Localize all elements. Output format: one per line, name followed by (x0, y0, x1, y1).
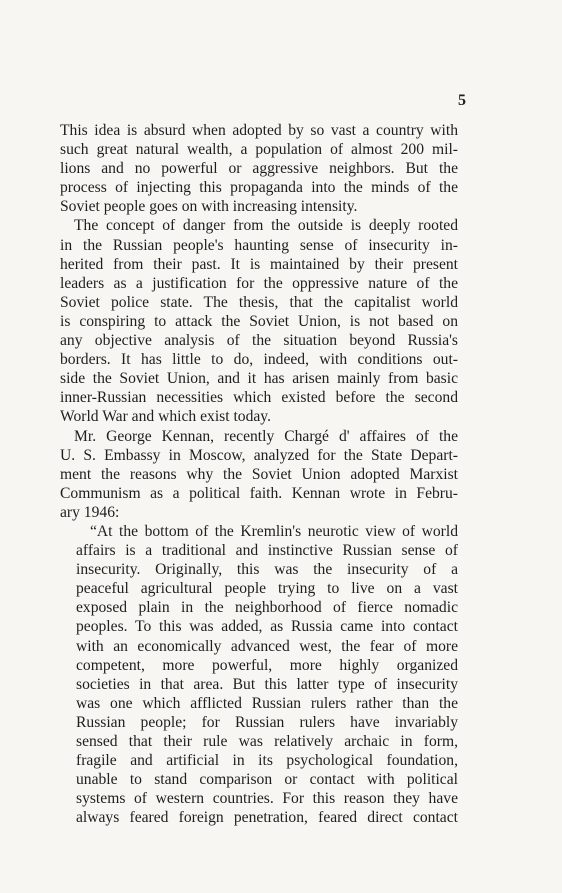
quote-line: peoples. To this was added, as Russia came into contact (76, 618, 458, 636)
page-number: 5 (458, 92, 466, 109)
text-line: in the Russian people's haunting sense of insecurity in- (60, 236, 458, 254)
text-line: borders. It has little to do, indeed, with conditions out- (60, 351, 458, 369)
text-line: Communism as a political faith. Kennan wrote in Febru- (60, 484, 458, 502)
quote-line: unable to stand comparison or contact with political (76, 771, 458, 789)
text-line: World War and which exist today. (60, 408, 271, 426)
text-line: leaders as a justification for the oppressive nature of the (60, 274, 458, 292)
text-line: side the Soviet Union, and it has arisen mainly from basic (60, 370, 458, 388)
quote-line: was one which afflicted Russian rulers rather than the (76, 694, 458, 712)
text-line: Mr. George Kennan, recently Chargé d' affaires of the (74, 427, 458, 445)
text-line: is conspiring to attack the Soviet Union, is not based on (60, 312, 458, 330)
text-line: This idea is absurd when adopted by so vast a country with (60, 122, 458, 139)
text-line: The concept of danger from the outside is deeply rooted (74, 217, 458, 235)
text-line: Soviet police state. The thesis, that the capitalist world (60, 293, 458, 311)
quote-line: always feared foreign penetration, feared direct contact (76, 809, 458, 827)
text-line: such great natural wealth, a population of almost 200 mil- (60, 141, 458, 159)
text-line: ary 1946: (60, 503, 120, 521)
text-line: ment the reasons why the Soviet Union adopted Marxist (60, 465, 458, 483)
quote-line: fragile and artificial in its psychological foundation, (76, 752, 458, 770)
text-line: process of injecting this propaganda into the minds of the (60, 179, 458, 197)
text-line: any objective analysis of the situation beyond Russia's (60, 332, 458, 350)
quote-line: societies in that area. But this latter type of insecurity (76, 675, 458, 693)
quote-line: competent, more powerful, more highly organized (76, 656, 458, 674)
quote-line: exposed plain in the neighborhood of fierce nomadic (76, 599, 458, 617)
quote-line: peaceful agricultural people trying to live on a vast (76, 580, 458, 598)
text-line: U. S. Embassy in Moscow, analyzed for the State Depart- (60, 446, 458, 464)
quote-line: insecurity. Originally, this was the insecurity of a (76, 561, 458, 579)
quote-line: sensed that their rule was relatively archaic in form, (76, 733, 458, 750)
text-line: lions and no powerful or aggressive neighbors. But the (60, 160, 458, 178)
text-line: inner-Russian necessities which existed before the second (60, 389, 458, 407)
body-text (60, 121, 458, 827)
text-line: herited from their past. It is maintained by their present (60, 255, 458, 273)
quote-line: with an economically advanced west, the fear of more (76, 637, 458, 655)
quote-line: affairs is a traditional and instinctive Russian sense of (76, 542, 458, 560)
quote-line: Russian people; for Russian rulers have invariably (76, 713, 458, 731)
quote-line: “At the bottom of the Kremlin's neurotic view of world (90, 522, 458, 540)
text-line: Soviet people goes on with increasing intensity. (60, 198, 358, 216)
quote-line: systems of western countries. For this reason they have (76, 790, 458, 808)
